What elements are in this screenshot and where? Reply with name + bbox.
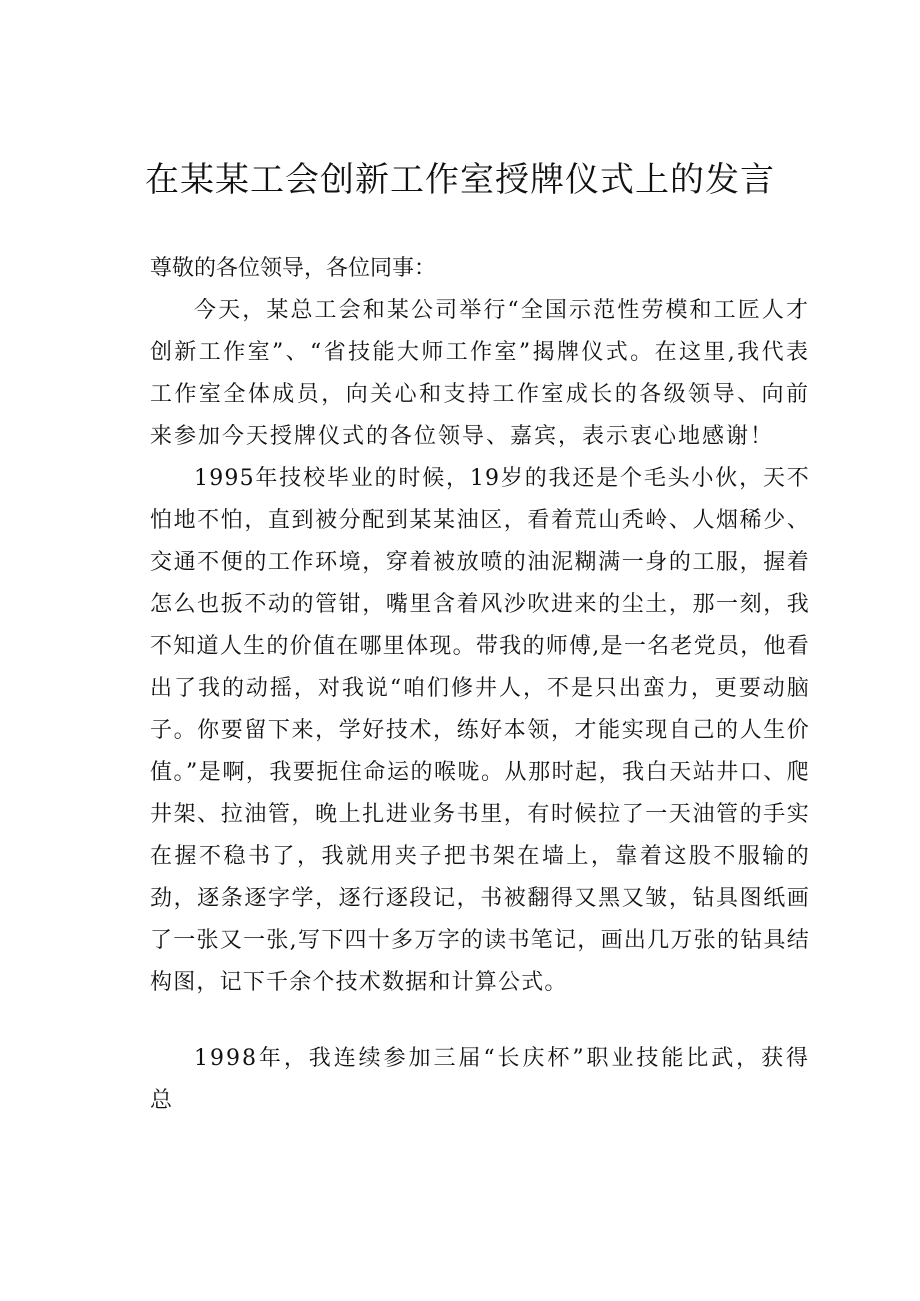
document-body <box>150 248 810 1122</box>
salutation: 尊敬的各位领导，各位同事： <box>150 256 437 281</box>
paragraph-opening: 今天，某总工会和某公司举行“全国示范性劳模和工匠人才创新工作室”、“省技能大师工作室”揭牌仪式。在这里,我代表工作室全体成员，向关心和支持工作室成长的各级领导、向前来参加今天授牌仪式的各位领导、嘉宾，表示衷心地感谢！ <box>150 298 810 449</box>
paragraph-1998: 1998年，我连续参加三届“长庆杯”职业技能比武，获得总 <box>150 1046 810 1113</box>
document-title: 在某某工会创新工作室授牌仪式上的发言 <box>145 160 775 200</box>
paragraph-career-start: 1995年技校毕业的时候，19岁的我还是个毛头小伙，天不怕地不怕，直到被分配到某某油区，看着荒山秃岭、人烟稀少、交通不便的工作环境，穿着被放喷的油泥糊满一身的工服，握着怎么也扳不动的管钳，嘴里含着风沙吹进来的尘土，那一刻，我不知道人生的价值在哪里体现。带我的师傅,是一名老党员，他看出了我的动摇，对我说“咱们修井人，不是只出蛮力，更要动脑子。你要留下来，学好技术，练好本领，才能实现自己的人生价值。”是啊，我要扼住命运的喉咙。从那时起，我白天站井口、爬井架、拉油管，晚上扎进业务书里，有时候拉了一天油管的手实在握不稳书了，我就用夹子把书架在墙上，靠着这股不服输的劲，逐条逐字学，逐行逐段记，书被翻得又黑又皱，钻具图纸画了一张又一张,写下四十多万字的读书笔记，画出几万张的钻具结构图，记下千余个技术数据和计算公式。 <box>150 466 810 995</box>
